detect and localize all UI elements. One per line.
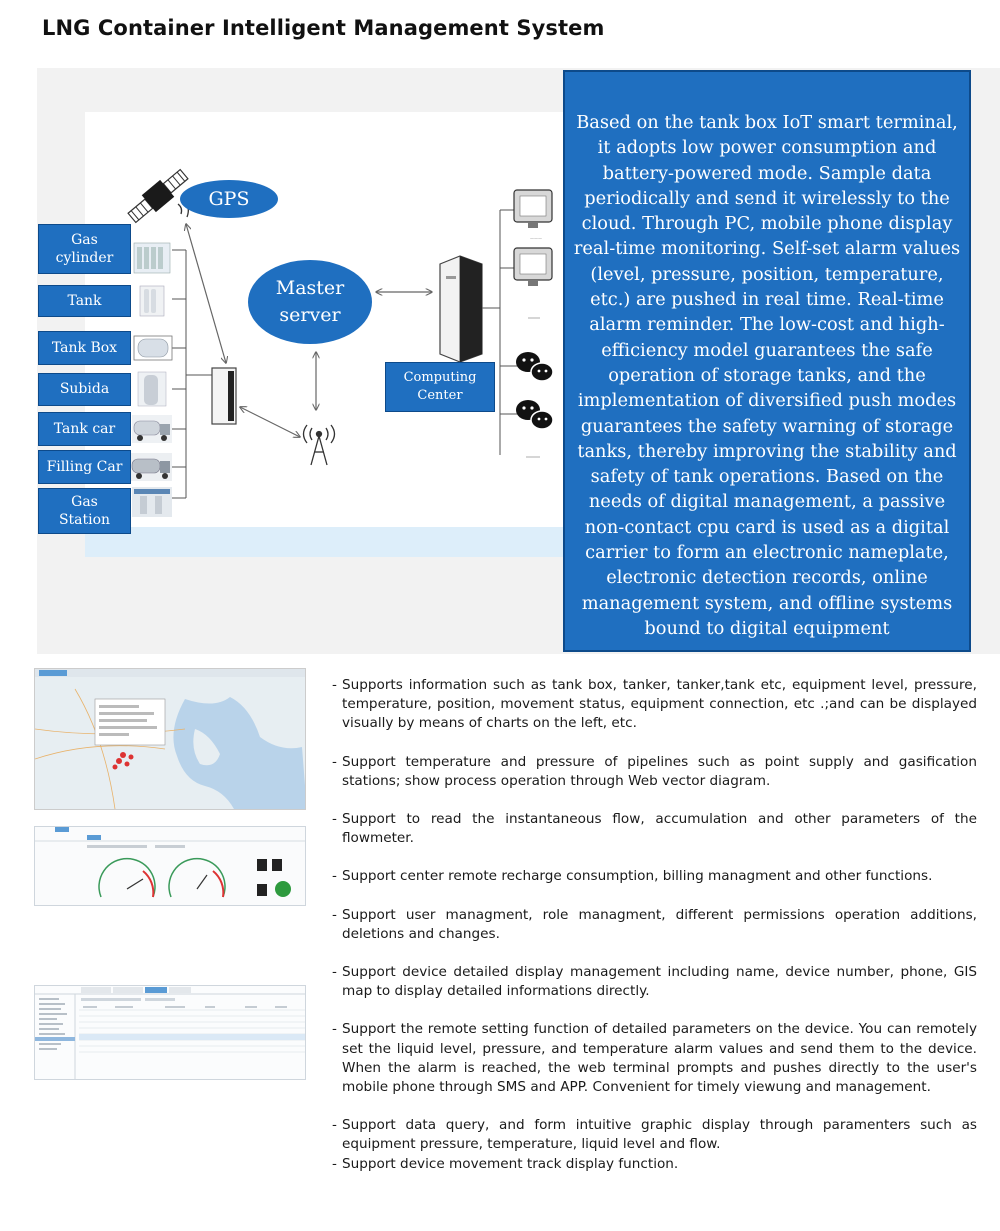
equipment-bracket xyxy=(172,250,212,498)
page-title: LNG Container Intelligent Management System xyxy=(42,16,605,40)
label-gas-station: Gas Station xyxy=(38,488,131,534)
feature-item: - Support temperature and pressure of pipelines such as point supply and gasification stations; show process operation through Web vector diagram. xyxy=(332,753,977,789)
label-gas-cylinder: Gas cylinder xyxy=(38,224,131,274)
feature-item: - Support to read the instantaneous flow, accumulation and other parameters of the flowmeter. xyxy=(332,811,977,847)
cylinder-icon xyxy=(134,243,170,273)
feature-item: - Support data query, and form intuitive graphic display through paramenters such as equipment pressure, temperature, liquid level and flow. xyxy=(332,1117,977,1153)
label-tank-car: Tank car xyxy=(38,412,131,446)
system-description: Based on the tank box IoT smart terminal, it adopts low power consumption and battery-powered mode. Sample data periodically and send it wirelessly to the cloud. Through PC, mobile phone display real-time monitoring. Self-set alarm values (level, pressure, position, temperature, etc.) are pushed in real time. Real-time alarm reminder. The low-cost and high-efficiency model guarantees the safe operation of storage tanks, and the implementation of diversified push modes guarantees the safety warning of storage tanks, thereby improving the stability and safety of tank operations. Based on the needs of digital management, a passive non-contact cpu card is used as a digital carrier to form an electronic nameplate, electronic detection records, online management system, and offline systems bound to digital equipment xyxy=(563,70,971,652)
label-filling-car: Filling Car xyxy=(38,450,131,484)
svg-text:———: ——— xyxy=(530,236,542,241)
monitor-icon xyxy=(514,190,552,241)
feature-item: - Support center remote recharge consumption, billing managment and other functions. xyxy=(332,868,933,885)
master-server-node: Master server xyxy=(248,260,372,344)
subida-icon xyxy=(138,372,166,406)
feature-item: - Support the remote setting function of detailed parameters on the device. You can remotely set the liquid level, pressure, and temperature alarm values and send them to the device. When the alarm is reached, the web terminal prompts and pushes directly to the user's mobile phone through SMS and APP. Convenient for timely viewung and management. xyxy=(332,1021,977,1096)
tank-box-icon xyxy=(134,336,172,360)
wechat-icon xyxy=(516,352,553,381)
feature-list xyxy=(332,676,977,1174)
gps-node: GPS xyxy=(180,180,278,218)
signal-tower-icon xyxy=(304,425,335,465)
tank-icon xyxy=(140,286,164,316)
feature-item: - Support device movement track display function. xyxy=(332,1155,679,1172)
map-screenshot xyxy=(34,668,306,810)
label-subida: Subida xyxy=(38,373,131,406)
feature-item: - Support user managment, role managment, different permissions operation additions, deletions and changes. xyxy=(332,906,977,942)
tank-car-icon xyxy=(132,415,172,443)
terminal-icon xyxy=(212,368,236,424)
computing-center-node: Computing Center xyxy=(385,362,495,412)
gas-station-icon xyxy=(132,487,172,517)
monitor-icon xyxy=(514,248,552,286)
label-tank: Tank xyxy=(38,285,131,317)
filling-car-icon xyxy=(130,453,172,481)
gauge-screenshot xyxy=(34,826,306,906)
feature-item: - Supports information such as tank box, tanker, tanker,tank etc, equipment level, pressure, temperature, position, movement status, equipment connection, etc .;and can be displayed visually by means of charts on the left, etc. xyxy=(332,677,977,732)
label-tank-box: Tank Box xyxy=(38,331,131,365)
table-screenshot xyxy=(34,985,306,1080)
server-icon xyxy=(440,256,482,362)
feature-item: - Support device detailed display management including name, device number, phone, GIS map to display detailed informations directly. xyxy=(332,964,977,1000)
wechat-icon xyxy=(516,400,553,429)
